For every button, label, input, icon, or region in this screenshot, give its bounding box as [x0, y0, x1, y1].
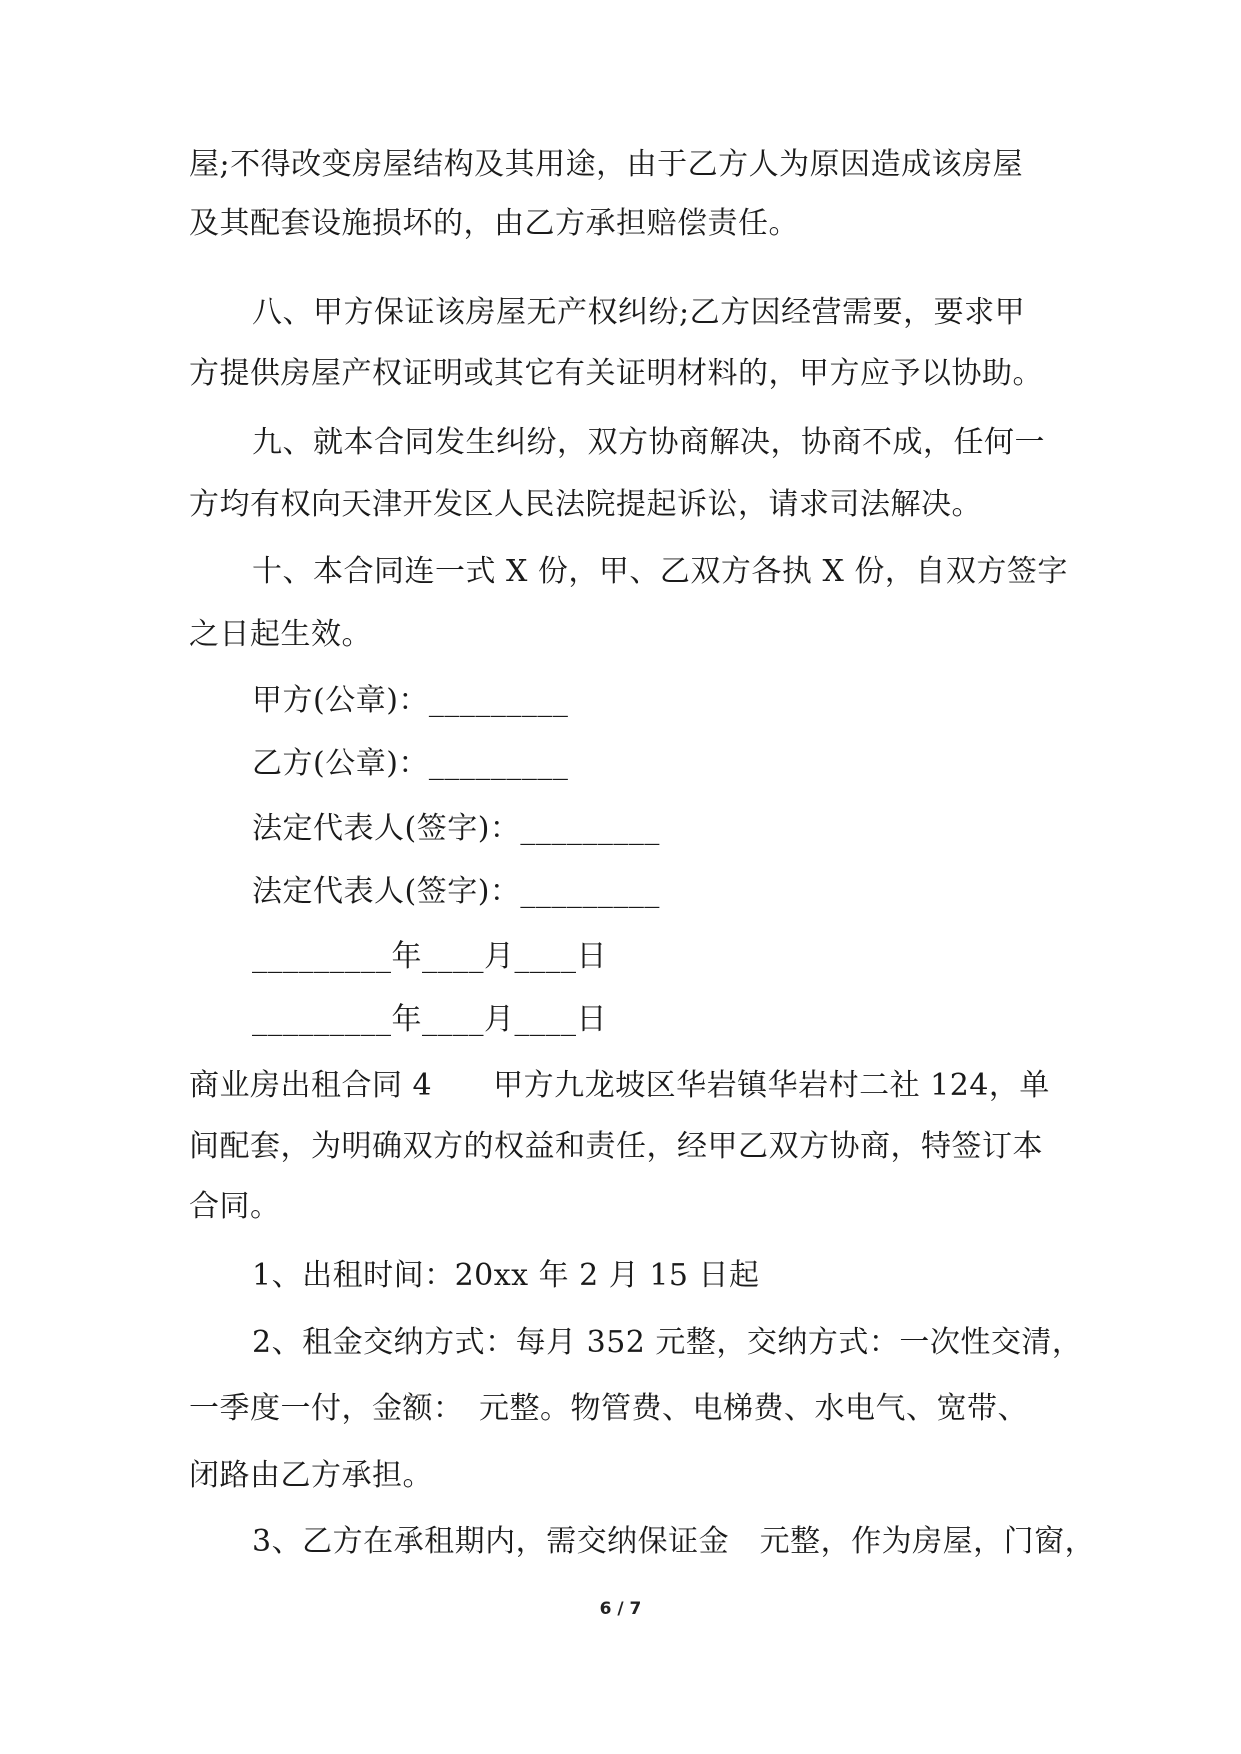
text-line: 之日起生效。 [189, 617, 372, 652]
text-line: 屋;不得改变房屋结构及其用途，由于乙方人为原因造成该房屋 [189, 147, 1024, 182]
clause-8: 八、甲方保证该房屋无产权纠纷;乙方因经营需要，要求甲 [252, 295, 1026, 330]
text-line: 方提供房屋产权证明或其它有关证明材料的，甲方应予以协助。 [189, 356, 1043, 391]
contract-4-heading: 商业房出租合同 4 甲方九龙坡区华岩镇华岩村二社 124，单 [189, 1068, 1050, 1103]
item-1: 1、出租时间：20xx 年 2 月 15 日起 [252, 1258, 760, 1293]
party-a-seal: 甲方(公章)：_________ [252, 683, 569, 718]
clause-9: 九、就本合同发生纠纷，双方协商解决，协商不成，任何一 [252, 425, 1045, 460]
text-line: 一季度一付，金额： 元整。物管费、电梯费、水电气、宽带、 [189, 1391, 1028, 1426]
date-line: _________年____月____日 [252, 939, 607, 974]
text-line: 及其配套设施损坏的，由乙方承担赔偿责任。 [189, 206, 799, 241]
legal-rep-signature: 法定代表人(签字)：_________ [252, 811, 660, 846]
text-line: 合同。 [189, 1189, 281, 1224]
legal-rep-signature: 法定代表人(签字)：_________ [252, 874, 660, 909]
text-line: 间配套，为明确双方的权益和责任，经甲乙双方协商，特签订本 [189, 1129, 1043, 1164]
text-line: 闭路由乙方承担。 [189, 1458, 433, 1493]
text-line: 方均有权向天津开发区人民法院提起诉讼，请求司法解决。 [189, 487, 982, 522]
page-number: 6 / 7 [599, 1599, 642, 1619]
item-3: 3、乙方在承租期内，需交纳保证金 元整，作为房屋，门窗， [252, 1524, 1096, 1559]
party-b-seal: 乙方(公章)：_________ [252, 746, 569, 781]
clause-10: 十、本合同连一式 X 份，甲、乙双方各执 X 份，自双方签字 [252, 554, 1068, 589]
date-line: _________年____月____日 [252, 1002, 607, 1037]
item-2: 2、租金交纳方式：每月 352 元整，交纳方式：一次性交清， [252, 1325, 1083, 1360]
